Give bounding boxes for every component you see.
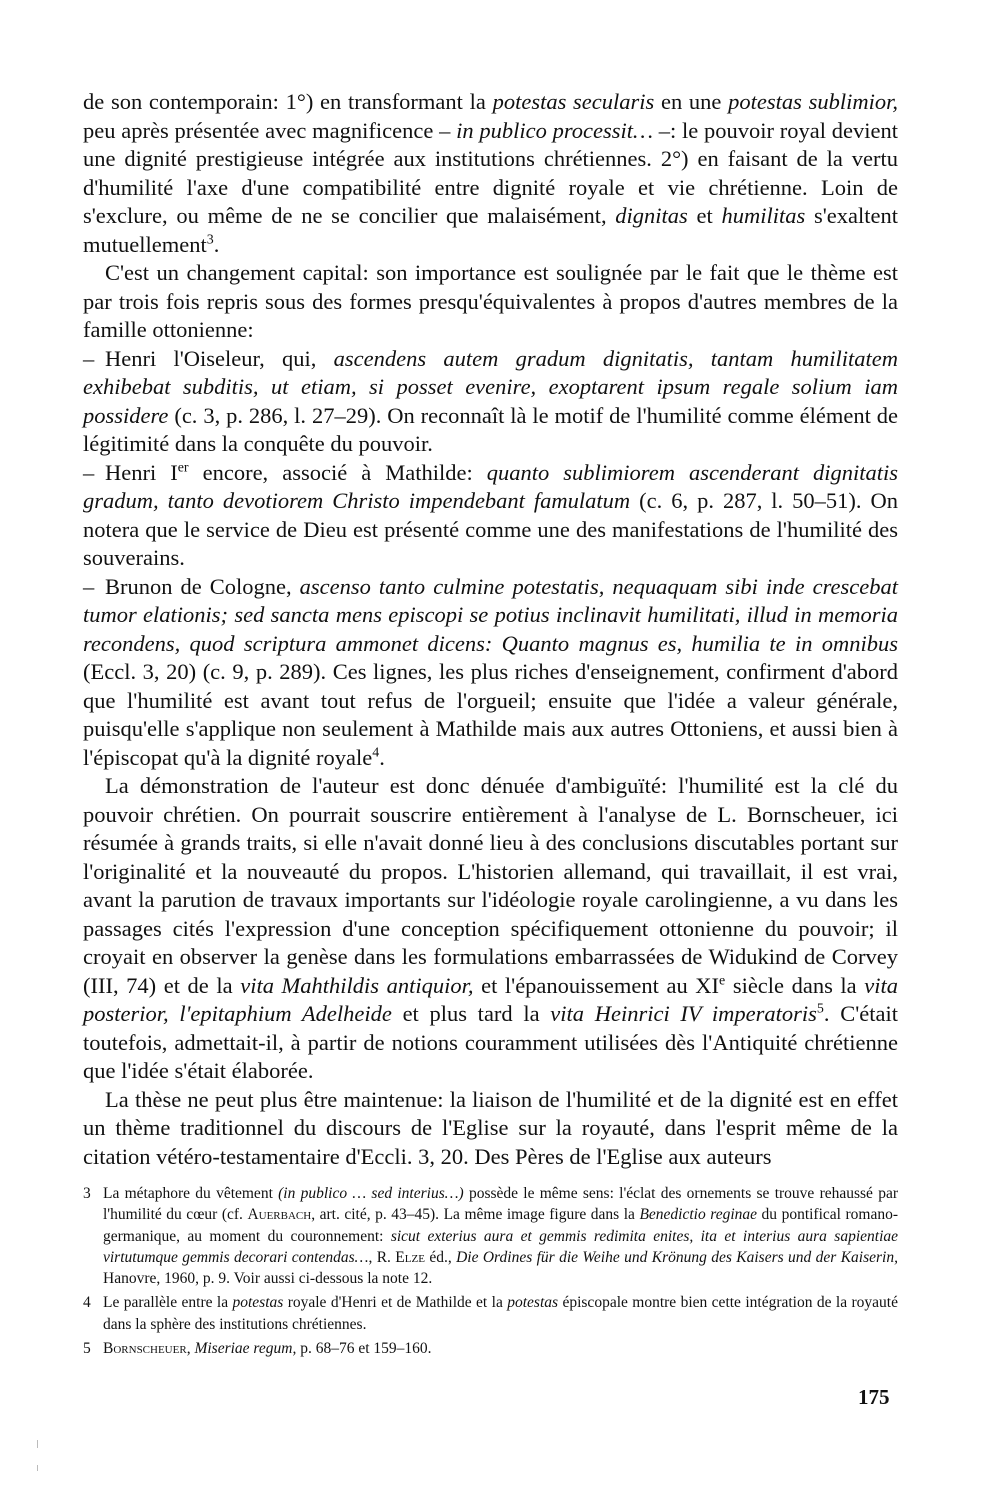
paragraph-1: de son contemporain: 1°) en transformant la potestas secularis en une potestas sublimior, peu après présentée avec magnificence – in publico processit… –: le pouvoir royal devient une dignité prestigieuse intégrée aux institutions chrétiennes. 2°) en faisant de la vertu d'humilité l'axe d'une compatibilité entre dignité royale et vie chrétienne. Loin de s'exclure, ou même de ne se concilier que malaisément, dignitas et humilitas s'exaltent mutuellement$^3$. <box>83 89 898 257</box>
footnote-ref-4[interactable]: 4 <box>372 745 380 761</box>
list-dash: – <box>83 573 95 599</box>
scan-margin-mark <box>37 1465 38 1471</box>
paragraph-3: La démonstration de l'auteur est donc dénuée d'ambiguïté: l'humilité est la clé du pouvoir chrétien. On pourrait souscrire entièrement à l'analyse de L. Bornscheuer, ici résumée à grands traits, si elle n'avait donné lieu à des conclusions discutables portant sur l'originalité et la nouveauté du propos. L'historien allemand, qui travaillait, il est vrai, avant la parution de travaux importants sur l'idéologie royale carolingienne, a vu dans les passages cités l'expression d'une conception spécifiquement ottonienne du pouvoir; il croyait en observer la genèse dans les formulations embarrassées de Widukind de Corvey (III, 74) et de la vita Mahthildis antiquior, et l'épanouissement au XIe siècle dans la vita posterior, l'epitaphium Adelheide et plus tard la vita Heinrici IV imperatoris$^5$. C'était toutefois, admettait-il, à partir de notions couramment utilisées dès l'Antiquité chrétienne que l'idée s'était élaborée. <box>83 773 898 1083</box>
footnotes <box>83 1183 898 1359</box>
footnote-number: 4 <box>83 1294 91 1312</box>
page-content <box>83 88 898 1362</box>
paragraph-4: La thèse ne peut plus être maintenue: la liaison de l'humilité et de la dignité est en effet un thème traditionnel du discours de l'Eglise sur la royauté, dans l'esprit même de la citation vétéro-testamentaire d'Eccli. 3, 20. Des Pères de l'Eglise aux auteurs <box>83 1086 898 1169</box>
footnote-number: 3 <box>83 1185 91 1202</box>
footnote-4: 4 Le parallèle entre la potestas royale d'Henri et de Mathilde et la potestas épiscopale montre bien cette intégration de la royauté dans la sphère des institutions chrétiennes. <box>83 1294 898 1333</box>
footnote-3: 3 La métaphore du vêtement (in publico … sed interius…) possède le même sens: l'éclat des ornements se trouve rehaussé par l'humilité du cœur (cf. Auerbach, art. cité, p. 43–45). La même image figure dans la Benedictio reginae du pontifical romano-germanique, au moment du couronnement: sicut exterius aura et gemmis redimita enites, ita et interius aura sapientiae virtutumque gemmis decorari contendas…, R. Elze éd., Die Ordines für die Weihe und Krönung des Kaisers und der Kaiserin, Hanovre, 1960, p. 9. Voir aussi ci-dessous la note 12. <box>83 1185 899 1288</box>
list-item-brunon: – Brunon de Cologne, ascenso tanto culmine potestatis, nequaquam sibi inde crescebat tumor elationis; sed sancta mens episcopi se potius inclinavit humilitati, illud in memoria recondens, quod scriptura ammonet dicens: Quanto magnus es, humilia te in omnibus (Eccl. 3, 20) (c. 9, p. 289). Ces lignes, les plus riches d'enseignement, confirment d'abord que l'humilité est avant tout refus de l'orgueil; ensuite que l'idée a valeur générale, puisqu'elle s'applique non seulement à Mathilde mais aux autres Ottoniens, et aussi bien à l'épiscopat qu'à la dignité royale$^4$. <box>83 573 899 770</box>
footnote-ref-5[interactable]: 5 <box>816 1001 824 1017</box>
paragraph-2: C'est un changement capital: son importance est soulignée par le fait que le thème est par trois fois repris sous des formes presqu'équivalentes à propos d'autres membres de la famille ottonienne: <box>83 260 898 342</box>
list-dash: – <box>83 459 95 485</box>
footnote-number: 5 <box>83 1340 91 1358</box>
list-item-henri-oiseleur: – Henri l'Oiseleur, qui, ascendens autem gradum dignitatis, tantam humilitatem exhibebat subditis, ut etiam, si posset evenire, exoptarent ipsum regale solium iam possidere (c. 3, p. 286, l. 27–29). On reconnaît là le motif de l'humilité comme élément de légitimité dans la conquête du pouvoir. <box>83 345 899 456</box>
main-text <box>83 88 898 1171</box>
page-number: 175 <box>858 1385 890 1409</box>
footnote-ref-3[interactable]: 3 <box>206 232 214 248</box>
list-dash: – <box>83 345 95 371</box>
scan-margin-mark <box>37 1440 38 1448</box>
footnote-5: 5 Bornscheuer, Miseriae regum, p. 68–76 et 159–160. <box>83 1338 898 1359</box>
list-item-henri-i: – Henri Ier encore, associé à Mathilde: quanto sublimiorem ascenderant dignitatis gradum, tanto devotiorem Christo impendebant famulatum (c. 6, p. 287, l. 50–51). On notera que le service de Dieu est présenté comme une des manifestations de l'humilité des souverains. <box>83 459 898 570</box>
